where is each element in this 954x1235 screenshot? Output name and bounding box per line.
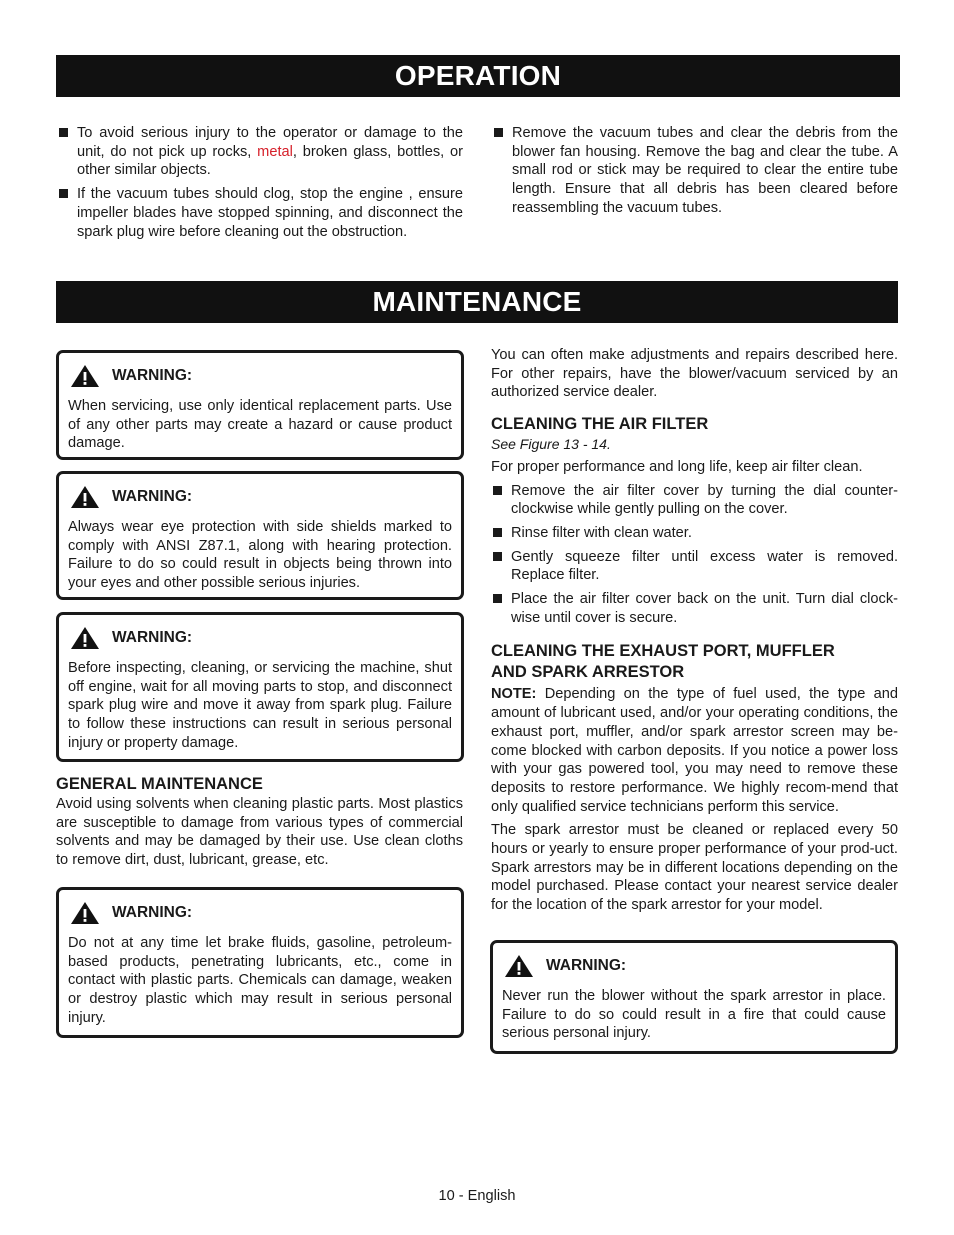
warning-header bbox=[70, 625, 452, 651]
exhaust-text: The spark arrestor must be cleaned or replaced every 50 hours or yearly to ensure proper performance of your prod-uct. Spark arrestors may be in different locations depending on the model purchased. Please contact your nearest service dealer for the location of the spark arrestor for your model. bbox=[491, 822, 898, 914]
maintenance-right-column bbox=[491, 346, 898, 915]
exhaust-heading: CLEANING THE EXHAUST PORT, MUFFLER bbox=[491, 642, 835, 661]
note-text: Depending on the type of fuel used, the type and amount of lubricant used, and/or your operating conditions, the exhaust port, muffler, and/or spark arrestor screen may be-come blocked with carbon deposits. If you notice a power loss with your gas powered tool, you may need to remove these deposits to restore performance. We highly recom-mend that only qualified service technicians perform this service. bbox=[491, 686, 898, 815]
warning-text: Before inspecting, cleaning, or servicing the machine, shut off engine, wait for all moving parts to stop, and disconnect spark plug wire and move it away from spark plug. Failure to follow these instructions can result in serious personal injury or property damage. bbox=[68, 660, 452, 751]
warning-box bbox=[56, 887, 464, 1038]
warning-label: WARNING: bbox=[112, 487, 193, 505]
warning-header bbox=[70, 484, 452, 510]
exhaust-note bbox=[491, 685, 898, 816]
list-item: Remove the air filter cover by turning the dial counter-clockwise while gently pulling on the cover. bbox=[491, 482, 898, 519]
air-filter-text: For proper performance and long life, keep air filter clean. bbox=[491, 458, 863, 475]
list-item: Remove the vacuum tubes and clear the debris from the blower fan housing. Remove the bag and clear the tube. A small rod or stick may be required to clear the entire tube length. Ensure that all debris has been cleared before reassembling the vacuum tubes. bbox=[492, 124, 898, 218]
warning-triangle-icon bbox=[70, 901, 100, 925]
operation-left-column bbox=[57, 124, 463, 246]
warning-header bbox=[504, 953, 886, 979]
list-item bbox=[57, 124, 463, 180]
section-text: Avoid using solvents when cleaning plastic parts. Most plastics are susceptible to damage from various types of commercial solvents and may be damaged by their use. Use clean cloths to remove dirt, dust, lubricant, grease, etc. bbox=[56, 796, 463, 869]
highlight-text: metal bbox=[257, 143, 293, 160]
warning-text: Always wear eye protection with side shields marked to comply with ANSI Z87.1, along with hearing protection. Failure to do so could result in objects being thrown into your eyes and other possible serious injuries. bbox=[68, 519, 452, 592]
list-item: Rinse filter with clean water. bbox=[491, 524, 898, 543]
warning-box bbox=[56, 471, 464, 600]
warning-triangle-icon bbox=[70, 626, 100, 650]
intro-text: You can often make adjustments and repairs described here. For other repairs, have the blower/vacuum serviced by an authorized service dealer. bbox=[491, 347, 898, 401]
warning-box bbox=[56, 612, 464, 762]
section-heading: GENERAL MAINTENANCE bbox=[56, 775, 263, 793]
maintenance-banner: MAINTENANCE bbox=[56, 281, 898, 323]
list-item: Gently squeeze filter until excess water is removed. Replace filter. bbox=[491, 548, 898, 585]
warning-box bbox=[490, 940, 898, 1054]
general-maintenance-section bbox=[56, 774, 463, 870]
warning-label: WARNING: bbox=[112, 628, 193, 646]
warning-header bbox=[70, 900, 452, 926]
warning-triangle-icon bbox=[70, 364, 100, 388]
page-footer: 10 - English bbox=[438, 1188, 516, 1204]
note-label: NOTE: bbox=[491, 686, 537, 703]
warning-text: Do not at any time let brake fluids, gasoline, petroleum-based products, penetrating lubricants, etc., come in contact with plastic parts. Chemicals can damage, weaken or destroy plastic which may result in serious personal injury. bbox=[68, 935, 452, 1026]
warning-label: WARNING: bbox=[112, 366, 193, 384]
figure-reference: See Figure 13 - 14. bbox=[491, 436, 611, 453]
warning-label: WARNING: bbox=[112, 903, 193, 921]
warning-triangle-icon bbox=[70, 485, 100, 509]
warning-header bbox=[70, 363, 452, 389]
bullet-text: To avoid serious injury to the operator or damage to the unit, do not pick up rocks, bbox=[77, 125, 463, 160]
bullet-text: , broken glass, bottles, or other similar objects. bbox=[77, 143, 463, 179]
warning-triangle-icon bbox=[504, 954, 534, 978]
exhaust-heading-line2: AND SPARK ARRESTOR bbox=[491, 663, 685, 682]
operation-right-column bbox=[492, 124, 898, 223]
list-item: Place the air filter cover back on the unit. Turn dial clock-wise until cover is secure. bbox=[491, 590, 898, 627]
warning-label: WARNING: bbox=[546, 956, 627, 974]
air-filter-heading: CLEANING THE AIR FILTER bbox=[491, 415, 709, 434]
list-item: If the vacuum tubes should clog, stop the engine , ensure impeller blades have stopped spinning, and disconnect the spark plug wire before cleaning out the obstruction. bbox=[57, 185, 463, 241]
warning-text: Never run the blower without the spark arrestor in place. Failure to do so could result in a fire that could cause serious personal injury. bbox=[502, 988, 886, 1042]
warning-box bbox=[56, 350, 464, 460]
operation-banner: OPERATION bbox=[56, 55, 900, 97]
warning-text: When servicing, use only identical replacement parts. Use of any other parts may create a hazard or cause product damage. bbox=[68, 398, 452, 452]
